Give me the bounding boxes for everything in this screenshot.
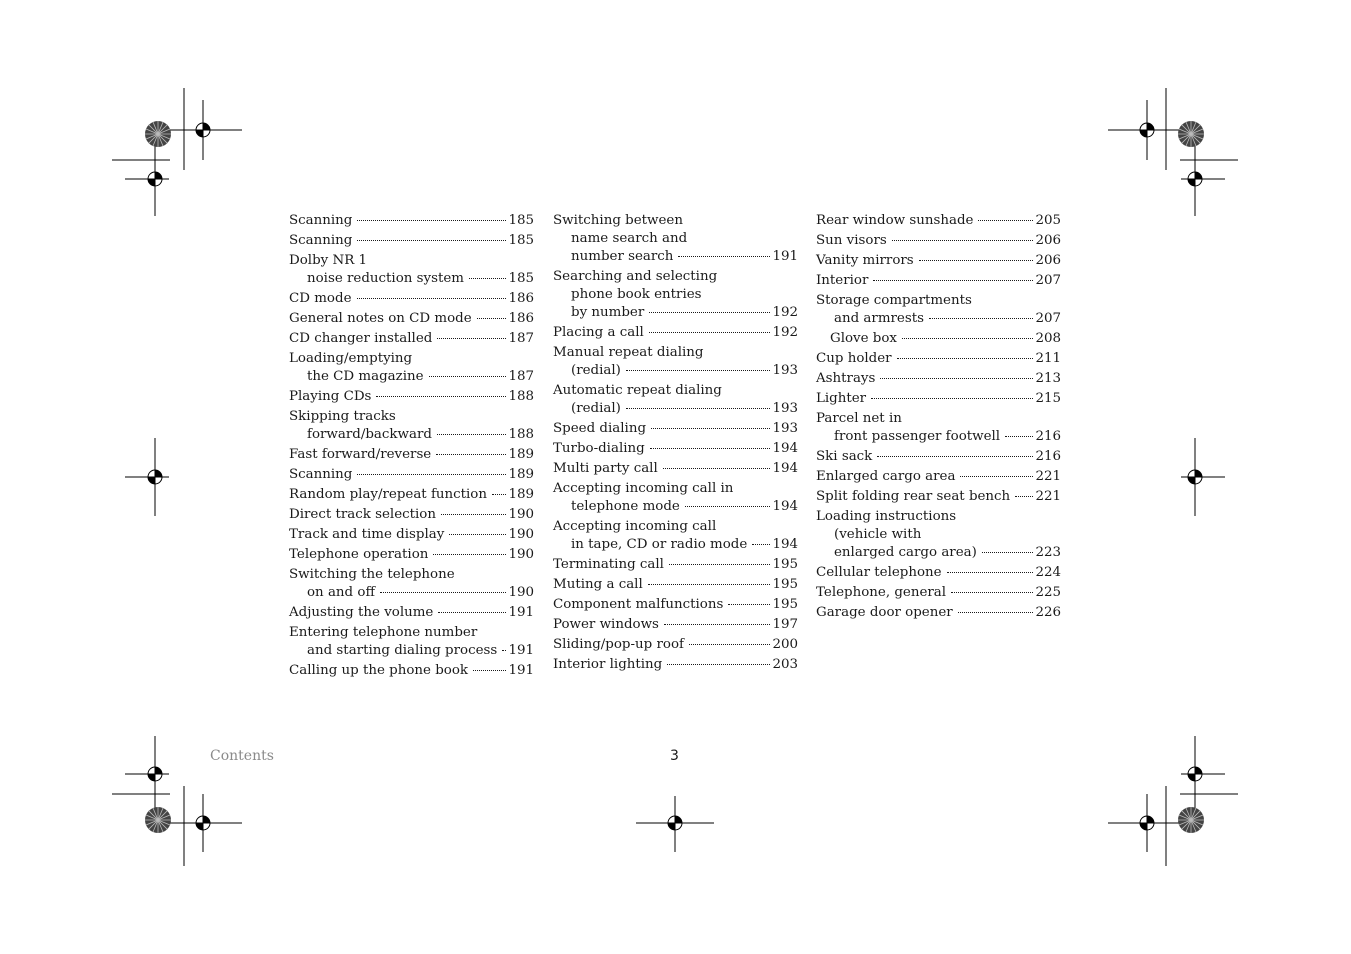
entry-page-number: 213 (1035, 371, 1061, 386)
entry-text: Accepting incoming call in (553, 481, 734, 496)
dot-leader (951, 592, 1033, 593)
index-entry-term (289, 466, 534, 484)
entry-text: Terminating call (553, 557, 664, 572)
entry-text: name search and (571, 231, 688, 246)
index-entry (289, 662, 534, 680)
entry-text: Placing a call (553, 325, 644, 340)
dot-leader (441, 514, 506, 515)
entry-page-number: 194 (772, 537, 798, 552)
index-entry (553, 656, 798, 674)
dot-leader (437, 434, 507, 435)
entry-text: Skipping tracks (289, 409, 396, 424)
dot-leader (357, 240, 506, 241)
entry-text: Sun visors (816, 233, 887, 248)
index-entry (553, 576, 798, 594)
entry-text: CD changer installed (289, 331, 433, 346)
index-entry-term (553, 324, 798, 342)
entry-text: Accepting incoming call (553, 519, 717, 534)
index-entry-continuation (553, 362, 798, 380)
index-entry (816, 468, 1061, 486)
entry-text: Loading/emptying (289, 351, 413, 366)
entry-page-number: 189 (508, 487, 534, 502)
index-entry (289, 350, 534, 386)
entry-page-number: 192 (772, 305, 798, 320)
entry-page-number: 206 (1035, 253, 1061, 268)
index-entry-continuation (553, 304, 798, 322)
entry-page-number: 187 (508, 331, 534, 346)
index-entry (553, 420, 798, 438)
entry-page-number: 188 (508, 427, 534, 442)
index-entry-term (553, 268, 798, 286)
index-entry (553, 382, 798, 418)
dot-leader (433, 554, 506, 555)
entry-text: Glove box (830, 331, 897, 346)
entry-page-number: 193 (772, 401, 798, 416)
index-entry-continuation (289, 642, 534, 660)
dot-leader (1015, 496, 1033, 497)
dot-leader (960, 476, 1033, 477)
index-entry-continuation (553, 498, 798, 516)
entry-text: Manual repeat dialing (553, 345, 704, 360)
entry-text: General notes on CD mode (289, 311, 472, 326)
index-entry-term (816, 410, 1061, 428)
index-entry (553, 616, 798, 634)
index-entry (289, 506, 534, 524)
entry-text: Parcel net in (816, 411, 902, 426)
index-entry-term (553, 656, 798, 674)
index-entry (553, 596, 798, 614)
entry-page-number: 221 (1035, 469, 1061, 484)
entry-text: Track and time display (289, 527, 445, 542)
index-entry-continuation (553, 230, 798, 248)
dot-leader (669, 564, 770, 565)
index-entry (553, 268, 798, 322)
index-entry (289, 446, 534, 464)
index-entry-term (816, 232, 1061, 250)
entry-page-number: 191 (772, 249, 798, 264)
entry-text: Switching between (553, 213, 683, 228)
dot-leader (626, 370, 771, 371)
index-entry-continuation (553, 400, 798, 418)
entry-text: Direct track selection (289, 507, 436, 522)
index-entry-term (289, 408, 534, 426)
entry-text: (vehicle with (834, 527, 922, 542)
entry-text: enlarged cargo area) (834, 545, 977, 560)
index-entry-term (553, 420, 798, 438)
entry-page-number: 211 (1035, 351, 1061, 366)
index-entry-term (553, 212, 798, 230)
entry-text: Telephone, general (816, 585, 947, 600)
dot-leader (649, 312, 770, 313)
index-entry-term (553, 616, 798, 634)
index-entry-term (553, 382, 798, 400)
index-entry (816, 272, 1061, 290)
entry-text: Vanity mirrors (816, 253, 914, 268)
entry-page-number: 190 (508, 547, 534, 562)
entry-text: Fast forward/reverse (289, 447, 432, 462)
dot-leader (664, 624, 771, 625)
entry-page-number: 188 (508, 389, 534, 404)
index-entry (289, 604, 534, 622)
dot-leader (752, 544, 770, 545)
entry-text: Power windows (553, 617, 659, 632)
entry-page-number: 207 (1035, 311, 1061, 326)
dot-leader (728, 604, 770, 605)
entry-page-number: 195 (772, 557, 798, 572)
index-entry-continuation (816, 526, 1061, 544)
dot-leader (873, 280, 1033, 281)
entry-text: Loading instructions (816, 509, 957, 524)
entry-text: by number (571, 305, 645, 320)
entry-text: Ski sack (816, 449, 873, 464)
index-entry (553, 518, 798, 554)
entry-text: Scanning (289, 213, 353, 228)
entry-page-number: 197 (772, 617, 798, 632)
index-entry (553, 344, 798, 380)
entry-page-number: 187 (508, 369, 534, 384)
entry-page-number: 195 (772, 577, 798, 592)
index-entry (816, 350, 1061, 368)
dot-leader (469, 278, 506, 279)
entry-text: Speed dialing (553, 421, 647, 436)
entry-page-number: 205 (1035, 213, 1061, 228)
entry-page-number: 207 (1035, 273, 1061, 288)
index-entry (816, 508, 1061, 562)
index-entry (289, 232, 534, 250)
dot-leader (663, 468, 771, 469)
index-entry-continuation (289, 584, 534, 602)
entry-text: Multi party call (553, 461, 658, 476)
index-entry-term (816, 468, 1061, 486)
entry-page-number: 206 (1035, 233, 1061, 248)
index-entry-term (289, 566, 534, 584)
index-entry (553, 556, 798, 574)
dot-leader (689, 644, 770, 645)
dot-leader (1005, 436, 1033, 437)
index-entry-term (553, 596, 798, 614)
index-entry (816, 370, 1061, 388)
index-column-2 (553, 212, 798, 676)
index-entry (553, 440, 798, 458)
dot-leader (667, 664, 770, 665)
index-entry-term (289, 604, 534, 622)
index-entry-term (816, 508, 1061, 526)
index-entry-continuation (289, 368, 534, 386)
entry-page-number: 224 (1035, 565, 1061, 580)
index-entry-continuation (816, 428, 1061, 446)
entry-page-number: 203 (772, 657, 798, 672)
index-entry-term (816, 604, 1061, 622)
entry-page-number: 190 (508, 507, 534, 522)
entry-text: Playing CDs (289, 389, 372, 404)
entry-text: number search (571, 249, 674, 264)
index-entry-term (289, 526, 534, 544)
entry-page-number: 216 (1035, 449, 1061, 464)
index-entry-continuation (553, 536, 798, 554)
index-entry-term (816, 488, 1061, 506)
dot-leader (380, 592, 506, 593)
entry-text: Switching the telephone (289, 567, 455, 582)
index-entry-term (816, 330, 1061, 348)
dot-leader (650, 448, 771, 449)
index-entry-term (289, 486, 534, 504)
entry-text: Automatic repeat dialing (553, 383, 722, 398)
index-entry (289, 330, 534, 348)
index-entry (816, 564, 1061, 582)
entry-text: and starting dialing process (307, 643, 498, 658)
dot-leader (357, 220, 506, 221)
dot-leader (982, 552, 1034, 553)
entry-text: Searching and selecting (553, 269, 718, 284)
entry-text: Cellular telephone (816, 565, 942, 580)
index-entry-term (816, 350, 1061, 368)
entry-text: Split folding rear seat bench (816, 489, 1011, 504)
dot-leader (477, 318, 507, 319)
entry-page-number: 185 (508, 213, 534, 228)
dot-leader (376, 396, 506, 397)
entry-text: Ashtrays (816, 371, 876, 386)
entry-text: Entering telephone number (289, 625, 478, 640)
index-entry-term (816, 584, 1061, 602)
index-column-1 (289, 212, 534, 682)
entry-text: (redial) (571, 363, 621, 378)
dot-leader (473, 670, 506, 671)
entry-text: Garage door opener (816, 605, 953, 620)
entry-page-number: 192 (772, 325, 798, 340)
entry-text: Storage compartments (816, 293, 972, 308)
index-entry (553, 636, 798, 654)
entry-page-number: 186 (508, 311, 534, 326)
entry-page-number: 194 (772, 499, 798, 514)
dot-leader (919, 260, 1034, 261)
index-entry-term (289, 506, 534, 524)
index-entry (289, 566, 534, 602)
index-entry-term (553, 344, 798, 362)
index-entry (816, 330, 1061, 348)
index-entry (816, 410, 1061, 446)
entry-text: Scanning (289, 467, 353, 482)
entry-page-number: 195 (772, 597, 798, 612)
index-entry-term (553, 576, 798, 594)
index-entry (816, 212, 1061, 230)
index-entry-term (289, 232, 534, 250)
entry-text: Rear window sunshade (816, 213, 974, 228)
entry-text: on and off (307, 585, 375, 600)
dot-leader (880, 378, 1033, 379)
index-entry-term (553, 460, 798, 478)
entry-page-number: 186 (508, 291, 534, 306)
entry-page-number: 193 (772, 421, 798, 436)
index-entry (816, 448, 1061, 466)
index-entry-term (816, 370, 1061, 388)
entry-text: noise reduction system (307, 271, 464, 286)
index-entry-continuation (553, 248, 798, 266)
index-entry-term (289, 388, 534, 406)
index-entry (816, 252, 1061, 270)
index-entry (816, 584, 1061, 602)
index-entry (553, 324, 798, 342)
entry-page-number: 200 (772, 637, 798, 652)
entry-page-number: 221 (1035, 489, 1061, 504)
entry-text: Random play/repeat function (289, 487, 487, 502)
dot-leader (649, 332, 771, 333)
entry-page-number: 194 (772, 461, 798, 476)
entry-text: in tape, CD or radio mode (571, 537, 748, 552)
dot-leader (492, 494, 506, 495)
dot-leader (958, 612, 1034, 613)
dot-leader (502, 650, 506, 651)
index-entry-continuation (289, 426, 534, 444)
index-entry (289, 212, 534, 230)
index-entry-continuation (816, 544, 1061, 562)
index-entry-continuation (816, 310, 1061, 328)
index-entry (816, 390, 1061, 408)
entry-text: Muting a call (553, 577, 643, 592)
entry-text: front passenger footwell (834, 429, 1001, 444)
entry-text: the CD magazine (307, 369, 424, 384)
footer-page-number: 3 (670, 748, 679, 764)
index-entry (289, 310, 534, 328)
entry-text: CD mode (289, 291, 352, 306)
index-entry-term (289, 350, 534, 368)
dot-leader (678, 256, 770, 257)
entry-page-number: 208 (1035, 331, 1061, 346)
entry-text: Component malfunctions (553, 597, 724, 612)
entry-text: Interior lighting (553, 657, 663, 672)
entry-text: forward/backward (307, 427, 432, 442)
entry-text: Calling up the phone book (289, 663, 469, 678)
index-entry-term (289, 330, 534, 348)
entry-page-number: 223 (1035, 545, 1061, 560)
index-entry (816, 232, 1061, 250)
dot-leader (929, 318, 1033, 319)
index-entry (816, 604, 1061, 622)
index-entry (289, 624, 534, 660)
dot-leader (357, 474, 506, 475)
index-entry-term (289, 290, 534, 308)
dot-leader (437, 338, 506, 339)
dot-leader (436, 454, 506, 455)
index-entry (289, 252, 534, 288)
entry-page-number: 216 (1035, 429, 1061, 444)
dot-leader (892, 240, 1034, 241)
entry-page-number: 191 (508, 605, 534, 620)
entry-text: Lighter (816, 391, 867, 406)
index-entry-term (816, 390, 1061, 408)
index-entry (289, 408, 534, 444)
entry-text: (redial) (571, 401, 621, 416)
index-entry (289, 290, 534, 308)
entry-page-number: 191 (508, 663, 534, 678)
index-entry-term (816, 448, 1061, 466)
index-entry-term (816, 292, 1061, 310)
entry-page-number: 226 (1035, 605, 1061, 620)
index-entry (816, 488, 1061, 506)
dot-leader (902, 338, 1033, 339)
index-entry-term (289, 446, 534, 464)
entry-page-number: 190 (508, 585, 534, 600)
entry-page-number: 189 (508, 447, 534, 462)
entry-text: Sliding/pop-up roof (553, 637, 684, 652)
entry-text: Adjusting the volume (289, 605, 434, 620)
dot-leader (897, 358, 1034, 359)
index-entry (289, 486, 534, 504)
entry-page-number: 193 (772, 363, 798, 378)
dot-leader (685, 506, 771, 507)
entry-text: Enlarged cargo area (816, 469, 956, 484)
entry-text: Dolby NR 1 (289, 253, 368, 268)
index-entry-term (289, 310, 534, 328)
entry-page-number: 215 (1035, 391, 1061, 406)
entry-text: phone book entries (571, 287, 702, 302)
dot-leader (877, 456, 1033, 457)
entry-text: and armrests (834, 311, 924, 326)
index-entry (816, 292, 1061, 328)
entry-page-number: 185 (508, 271, 534, 286)
index-entry (553, 212, 798, 266)
index-entry (289, 526, 534, 544)
index-entry-continuation (553, 286, 798, 304)
index-entry-term (553, 636, 798, 654)
index-entry-term (553, 440, 798, 458)
entry-text: Turbo-dialing (553, 441, 645, 456)
entry-text: Interior (816, 273, 869, 288)
entry-page-number: 185 (508, 233, 534, 248)
index-entry-term (289, 546, 534, 564)
dot-leader (871, 398, 1033, 399)
entry-page-number: 194 (772, 441, 798, 456)
index-entry (289, 466, 534, 484)
entry-page-number: 225 (1035, 585, 1061, 600)
dot-leader (978, 220, 1033, 221)
entry-text: telephone mode (571, 499, 680, 514)
dot-leader (438, 612, 506, 613)
index-entry-term (816, 272, 1061, 290)
entry-text: Scanning (289, 233, 353, 248)
entry-page-number: 191 (508, 643, 534, 658)
index-entry-term (289, 662, 534, 680)
dot-leader (648, 584, 771, 585)
index-entry-term (553, 556, 798, 574)
dot-leader (626, 408, 771, 409)
dot-leader (651, 428, 770, 429)
index-entry-continuation (289, 270, 534, 288)
dot-leader (429, 376, 507, 377)
index-entry-term (816, 252, 1061, 270)
entry-text: Telephone operation (289, 547, 429, 562)
index-entry (553, 460, 798, 478)
index-entry-term (289, 624, 534, 642)
footer-section-title: Contents (210, 748, 274, 764)
entry-text: Cup holder (816, 351, 892, 366)
index-entry (553, 480, 798, 516)
index-entry-term (553, 518, 798, 536)
dot-leader (357, 298, 507, 299)
dot-leader (449, 534, 506, 535)
index-entry (289, 388, 534, 406)
index-entry-term (289, 212, 534, 230)
entry-page-number: 190 (508, 527, 534, 542)
index-entry-term (289, 252, 534, 270)
index-entry (289, 546, 534, 564)
entry-page-number: 189 (508, 467, 534, 482)
index-column-3 (816, 212, 1061, 624)
index-entry-term (816, 212, 1061, 230)
index-entry-term (553, 480, 798, 498)
index-entry-term (816, 564, 1061, 582)
dot-leader (947, 572, 1034, 573)
